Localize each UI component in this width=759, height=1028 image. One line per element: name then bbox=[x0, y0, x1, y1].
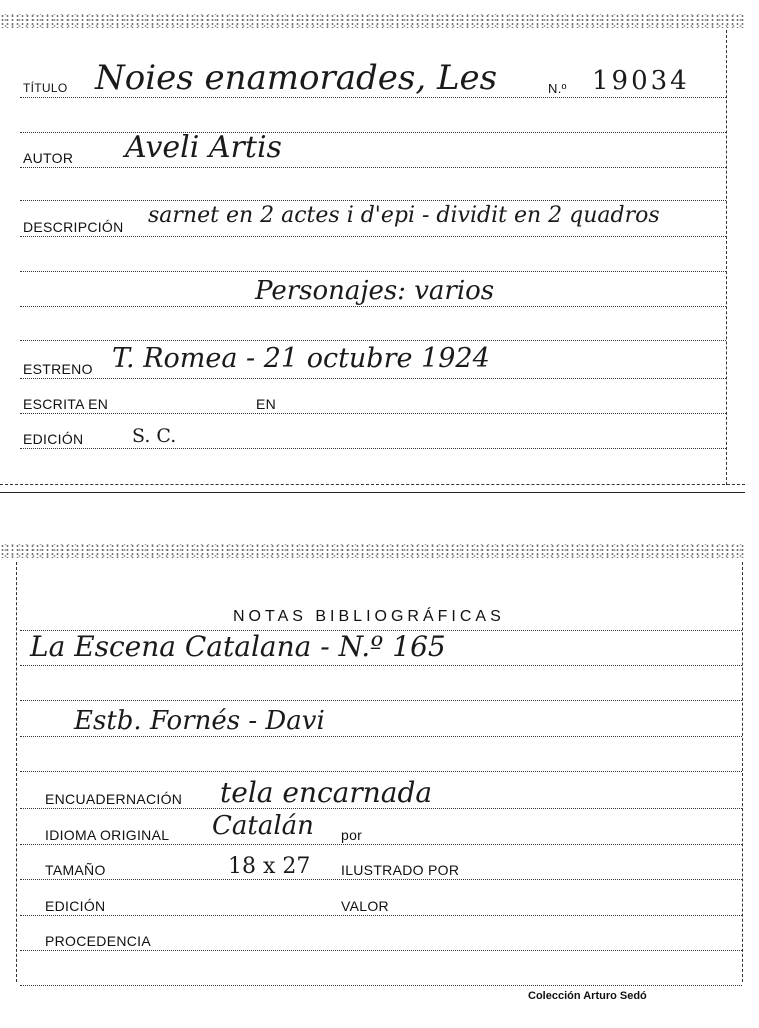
estreno-value: T. Romea - 21 octubre 1924 bbox=[112, 343, 490, 374]
valor-label: VALOR bbox=[341, 898, 389, 914]
escrita-en-line bbox=[20, 413, 726, 414]
blank-line-4 bbox=[20, 340, 726, 341]
edicion-label: EDICIÓN bbox=[23, 431, 84, 447]
personajes-value: Personajes: varios bbox=[255, 276, 495, 306]
edicion-value: S. C. bbox=[132, 425, 177, 447]
ilustrado-por-label: ILUSTRADO POR bbox=[341, 862, 460, 878]
collection-footer: Colección Arturo Sedó bbox=[528, 990, 647, 1002]
scan-edge-top bbox=[0, 14, 745, 28]
edicion-label: EDICIÓN bbox=[45, 898, 106, 914]
tamano-value: 18 x 27 bbox=[228, 854, 311, 879]
procedencia-label: PROCEDENCIA bbox=[45, 933, 151, 949]
tamano-line bbox=[20, 879, 742, 880]
personajes-line bbox=[20, 306, 726, 307]
procedencia-line bbox=[20, 950, 742, 951]
card-left-border bbox=[16, 562, 17, 982]
titulo-label: TÍTULO bbox=[23, 81, 68, 95]
note-line-1-rule bbox=[20, 665, 742, 666]
encuadernacion-value: tela encarnada bbox=[220, 776, 433, 809]
bottom-rule bbox=[20, 985, 742, 986]
titulo-value: Noies enamorades, Les bbox=[95, 58, 498, 98]
descripcion-line bbox=[20, 236, 726, 237]
idioma-original-value: Catalán bbox=[212, 811, 314, 841]
idioma-line bbox=[20, 844, 742, 845]
autor-label: AUTOR bbox=[23, 150, 74, 166]
estreno-label: ESTRENO bbox=[23, 361, 93, 377]
note-line-2: Estb. Fornés - Davi bbox=[74, 706, 325, 736]
notas-heading: NOTAS BIBLIOGRÁFICAS bbox=[233, 608, 505, 625]
idioma-original-label: IDIOMA ORIGINAL bbox=[45, 827, 170, 843]
autor-value: Aveli Artis bbox=[125, 130, 282, 165]
descripcion-label: DESCRIPCIÓN bbox=[23, 219, 124, 235]
tamano-label: TAMAÑO bbox=[45, 862, 106, 878]
note-line-2-rule bbox=[20, 736, 742, 737]
note-line-1: La Escena Catalana - N.º 165 bbox=[30, 630, 446, 663]
blank-rule-1 bbox=[20, 700, 742, 701]
encuadernacion-line bbox=[20, 808, 742, 809]
blank-rule-2 bbox=[20, 771, 742, 772]
blank-line-2 bbox=[20, 200, 726, 201]
card-separator bbox=[0, 492, 745, 493]
encuadernacion-label: ENCUADERNACIÓN bbox=[45, 791, 183, 807]
numero-label: N.º bbox=[548, 81, 567, 96]
descripcion-value: sarnet en 2 actes i d'epi - dividit en 2 quadros bbox=[148, 203, 660, 228]
en-label: EN bbox=[256, 396, 277, 412]
autor-line bbox=[20, 167, 726, 168]
card-bottom-edge bbox=[0, 484, 745, 485]
notes-card bbox=[0, 540, 759, 1028]
escrita-en-label: ESCRITA EN bbox=[23, 396, 109, 412]
numero-value: 19034 bbox=[592, 66, 690, 96]
por-label: por bbox=[341, 827, 363, 843]
edicion-line bbox=[20, 915, 742, 916]
blank-line-3 bbox=[20, 271, 726, 272]
card-right-border bbox=[726, 30, 727, 485]
catalog-card bbox=[0, 0, 759, 500]
scan-edge-bottom bbox=[0, 544, 745, 558]
card-right-border bbox=[742, 562, 743, 982]
estreno-line bbox=[20, 378, 726, 379]
edicion-line bbox=[20, 448, 726, 449]
titulo-line bbox=[20, 97, 726, 98]
